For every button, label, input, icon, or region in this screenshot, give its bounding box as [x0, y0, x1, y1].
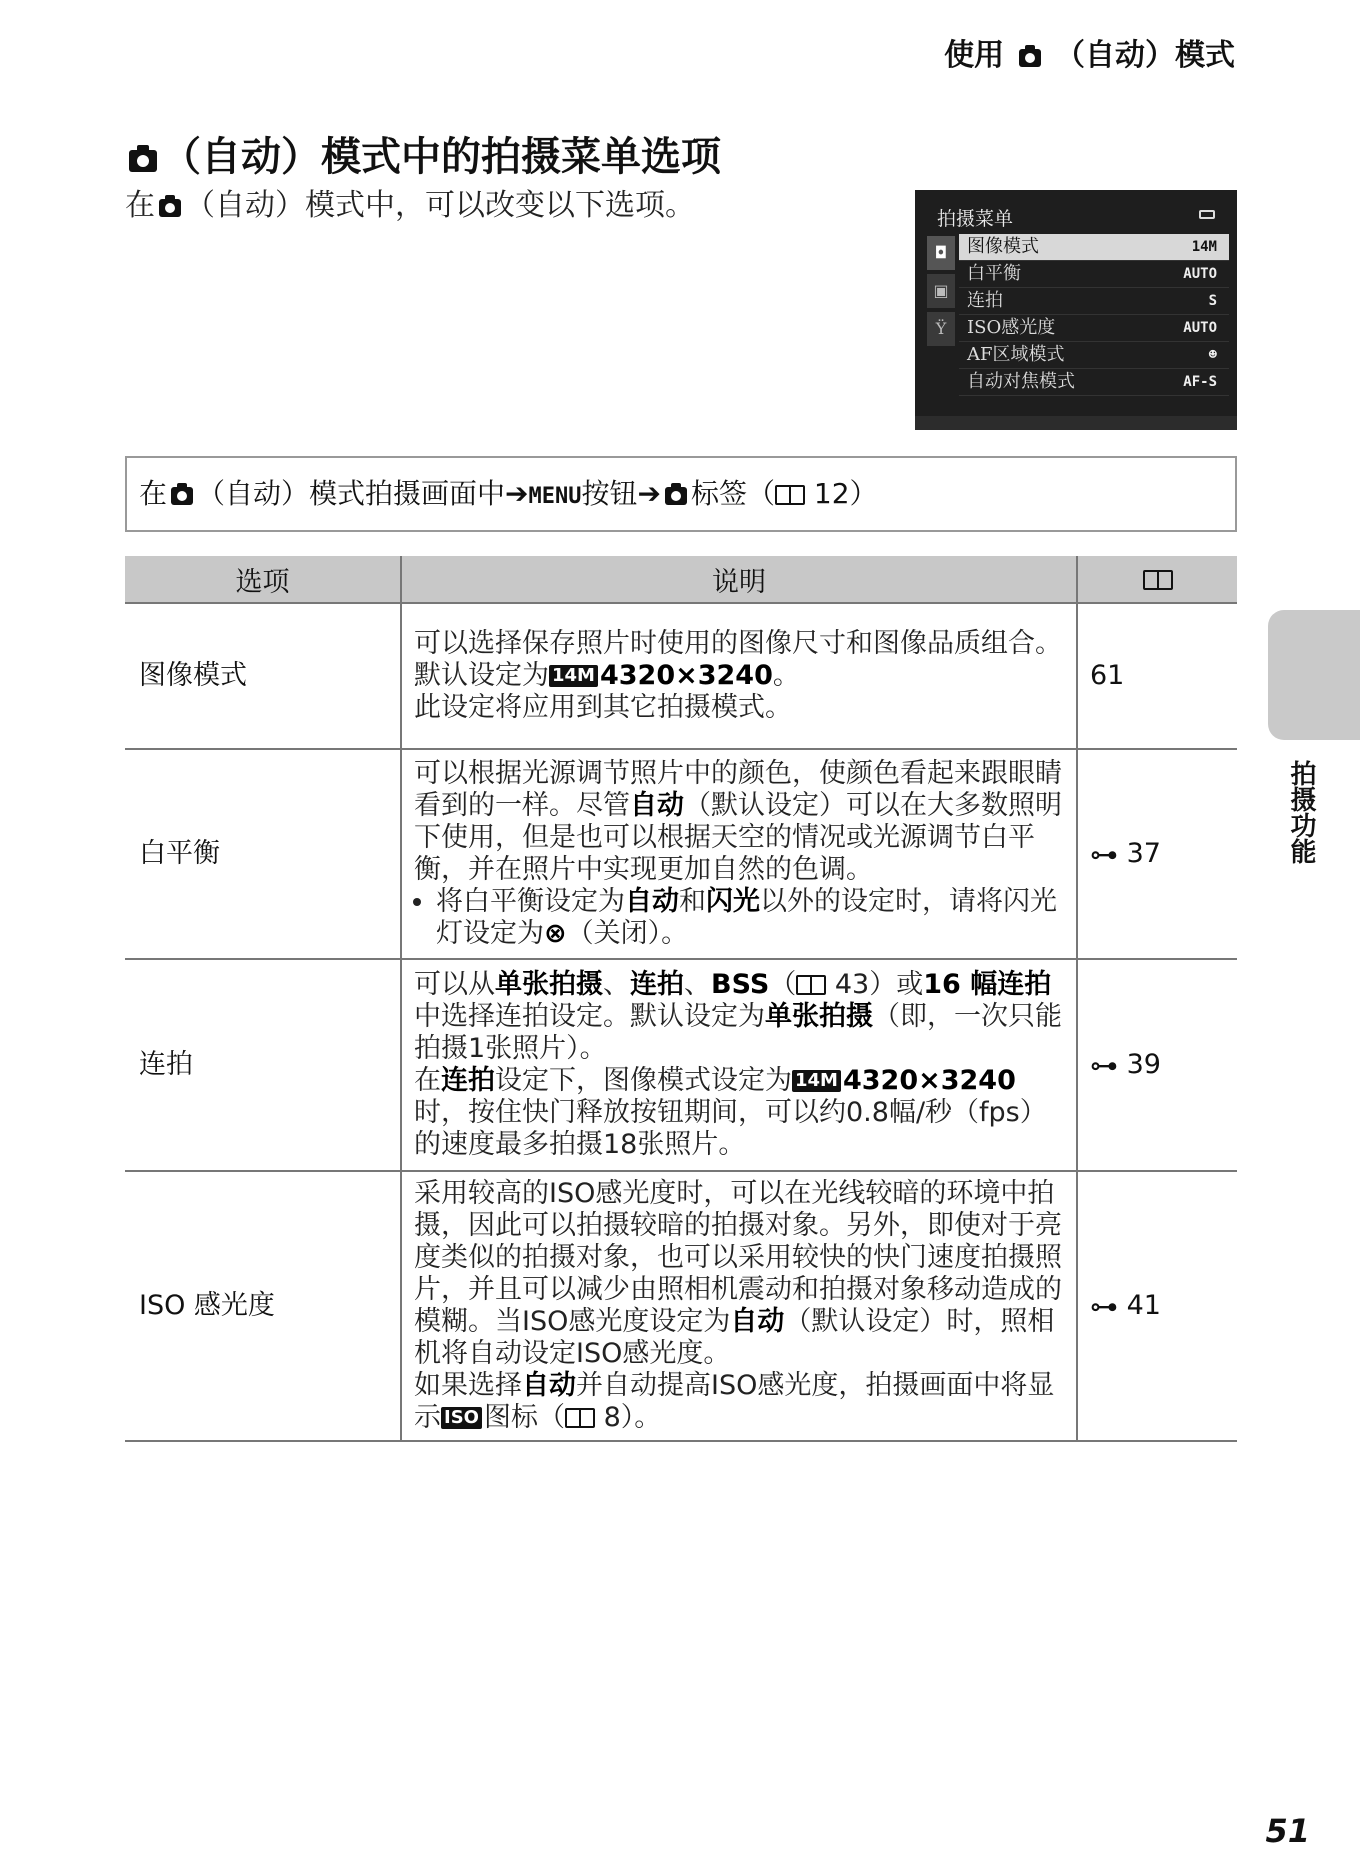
arrow-icon: ➔ [637, 477, 661, 510]
desc-bold: 自动 [630, 790, 684, 821]
desc-bold: 4320×3240 [842, 1065, 1016, 1096]
desc-text: 43）或 [834, 969, 924, 1000]
camera-icon [171, 487, 193, 505]
options-table [125, 556, 1237, 1442]
menu-button-label: MENU [528, 484, 582, 509]
header-option: 选项 [125, 556, 401, 603]
desc-line [414, 969, 1064, 1065]
menu-item-label: 白平衡 [967, 263, 1021, 284]
desc-text: 中选择连拍设定。默认设定为 [414, 1001, 765, 1032]
page-ref-number: 61 [1090, 660, 1125, 691]
nav-button-text: 按钮 [581, 477, 638, 510]
image-size-icon: 14M [792, 1070, 841, 1092]
list-item [436, 886, 1064, 950]
desc-text: （即，一次只能拍摄1张照片）。 [414, 1001, 1062, 1064]
option-name: 连拍 [125, 959, 401, 1171]
page-ref [1077, 603, 1237, 749]
menu-item-value: ☻ [1208, 347, 1217, 363]
option-description [401, 959, 1077, 1171]
menu-item-af-area [959, 342, 1229, 369]
page-ref-number: 37 [1126, 837, 1161, 869]
desc-line: 此设定将应用到其它拍摄模式。 [414, 692, 792, 723]
section-tab [1268, 610, 1360, 740]
header-reference [1077, 556, 1237, 603]
menu-item-image-mode [959, 234, 1229, 261]
menu-title: 拍摄菜单 [937, 208, 1014, 230]
table-row-image-mode [125, 603, 1237, 749]
menu-item-label: 自动对焦模式 [967, 371, 1075, 392]
table-row-iso [125, 1171, 1237, 1441]
desc-text: 、 [603, 969, 630, 1000]
menu-item-label: AF区域模式 [967, 344, 1065, 365]
desc-bold: 4320×3240 [599, 660, 773, 691]
desc-text: 以外的设定时，请将闪光灯设定为 [436, 886, 1057, 949]
battery-icon [1199, 210, 1215, 219]
menu-bottom-bar [915, 416, 1237, 430]
reference-binoculars-icon: ⊶ [1090, 837, 1118, 871]
option-description [401, 603, 1077, 749]
menu-item-label: 连拍 [967, 290, 1003, 311]
desc-text: 并自动提高ISO感光度，拍摄画面中将显示 [414, 1370, 1055, 1433]
page-ref [1077, 749, 1237, 959]
running-header-prefix: 使用 [944, 38, 1005, 73]
image-size-icon: 14M [549, 665, 598, 687]
desc-bold: 连拍 [441, 1065, 495, 1096]
table-row-continuous [125, 959, 1237, 1171]
table-row-white-balance [125, 749, 1237, 959]
flash-off-icon: ⊗ [544, 918, 567, 949]
intro-suffix: （自动）模式中，可以改变以下选项。 [185, 188, 695, 223]
desc-text: （默认设定）可以在大多数照明下使用，但是也可以根据天空的情况或光源调节白平衡，并在照片中实现更加自然的色调。 [414, 790, 1062, 885]
desc-text: 。 [772, 660, 800, 691]
running-header [944, 30, 1235, 74]
desc-text: 在 [414, 1065, 441, 1096]
reference-binoculars-icon: ⊶ [1090, 1048, 1118, 1082]
desc-line [414, 758, 1064, 886]
table-header-row [125, 556, 1237, 603]
desc-text: （关闭）。 [566, 918, 689, 949]
shooting-menu-screenshot [915, 190, 1237, 430]
menu-item-label: 图像模式 [967, 236, 1039, 257]
desc-bold: 自动 [625, 886, 679, 917]
page-ref-number: 41 [1126, 1289, 1161, 1321]
nav-mid: （自动）模式拍摄画面中 [197, 477, 506, 510]
wrench-icon: Ÿ [927, 312, 955, 346]
section-label: 拍摄功能 [1286, 760, 1316, 864]
menu-item-value: 14M [1191, 239, 1217, 255]
page-ref [1077, 959, 1237, 1171]
page-title-text: （自动）模式中的拍摄菜单选项 [161, 134, 721, 180]
desc-bold: 闪光 [706, 886, 760, 917]
desc-line [414, 1370, 1064, 1434]
intro-text [125, 180, 695, 224]
option-description [401, 1171, 1077, 1441]
book-icon [565, 1408, 595, 1428]
desc-text: 时，按住快门释放按钮期间，可以约0.8幅/秒（fps）的速度最多拍摄18张照片。 [414, 1097, 1047, 1160]
nav-prefix: 在 [139, 477, 168, 510]
book-icon [796, 975, 826, 995]
desc-bold: BSS [711, 969, 770, 1000]
desc-text: 可以从 [414, 969, 495, 1000]
book-icon [775, 485, 805, 505]
nav-close: ） [849, 477, 878, 510]
menu-item-label: ISO感光度 [967, 317, 1056, 338]
menu-item-list [959, 234, 1229, 396]
camera-icon [129, 150, 157, 172]
desc-text: （默认设定）时，照相机将自动设定ISO感光度。 [414, 1306, 1055, 1369]
desc-text: 、 [684, 969, 711, 1000]
header-description: 说明 [401, 556, 1077, 603]
menu-side-tabs [927, 236, 955, 350]
desc-bold: 单张拍摄 [765, 1001, 873, 1032]
desc-text: 8）。 [603, 1402, 662, 1433]
book-icon [1143, 570, 1173, 590]
option-name: ISO 感光度 [125, 1171, 401, 1441]
page-title [125, 125, 721, 182]
desc-line [414, 660, 1064, 692]
option-description [401, 749, 1077, 959]
menu-item-continuous [959, 288, 1229, 315]
option-name: 白平衡 [125, 749, 401, 959]
navigation-path-box [125, 456, 1237, 532]
menu-item-value: AF-S [1183, 374, 1217, 390]
menu-item-value: S [1208, 293, 1217, 309]
camera-icon [665, 487, 687, 505]
desc-text: 默认设定为 [414, 660, 549, 691]
desc-bold: 单张拍摄 [495, 969, 603, 1000]
reference-binoculars-icon: ⊶ [1090, 1289, 1118, 1323]
desc-line [414, 1065, 1064, 1161]
desc-line [414, 1178, 1064, 1370]
nav-page-ref: 12 [813, 477, 850, 510]
running-header-suffix: （自动）模式 [1055, 38, 1235, 73]
intro-prefix: 在 [125, 188, 155, 223]
desc-bold: 自动 [730, 1306, 785, 1337]
page-number: 51 [1265, 1812, 1310, 1850]
page-ref [1077, 1171, 1237, 1441]
desc-line: 可以选择保存照片时使用的图像尺寸和图像品质组合。 [414, 628, 1062, 659]
desc-bold: 连拍 [630, 969, 684, 1000]
movie-icon: ▣ [927, 274, 955, 308]
desc-text: 采用较高的ISO感光度时，可以在光线较暗的环境中拍摄，因此可以拍摄较暗的拍摄对象。另外，即使对于亮度类似的拍摄对象，也可以采用较快的快门速度拍摄照片，并且可以减少由照相机震动和拍摄对象移动造成的模糊。当ISO感光度设定为 [414, 1178, 1062, 1337]
arrow-icon: ➔ [505, 477, 529, 510]
camera-icon [159, 199, 181, 217]
menu-item-value: AUTO [1183, 320, 1217, 336]
iso-auto-icon: ISO [441, 1407, 482, 1429]
menu-item-value: AUTO [1183, 266, 1217, 282]
page-ref-number: 39 [1126, 1048, 1161, 1080]
nav-tab-text: 标签（ [690, 477, 775, 510]
desc-text: 和 [679, 886, 706, 917]
menu-item-white-balance [959, 261, 1229, 288]
camera-icon [1019, 49, 1041, 67]
camera-icon: ◘ [927, 236, 955, 270]
desc-text: 将白平衡设定为 [436, 886, 625, 917]
desc-text: 可以根据光源调节照片中的颜色，使颜色看起来跟眼睛看到的一样。尽管 [414, 758, 1062, 821]
desc-text: 如果选择 [414, 1370, 522, 1401]
menu-item-af-mode [959, 369, 1229, 396]
desc-text: 图标（ [483, 1402, 565, 1433]
desc-bold: 16 幅连拍 [923, 969, 1052, 1000]
desc-text: （ [769, 969, 797, 1000]
desc-bold: 自动 [522, 1370, 576, 1401]
option-name: 图像模式 [125, 603, 401, 749]
desc-text: 设定下，图像模式设定为 [495, 1065, 792, 1096]
desc-bullet-list [414, 886, 1064, 950]
menu-item-iso [959, 315, 1229, 342]
